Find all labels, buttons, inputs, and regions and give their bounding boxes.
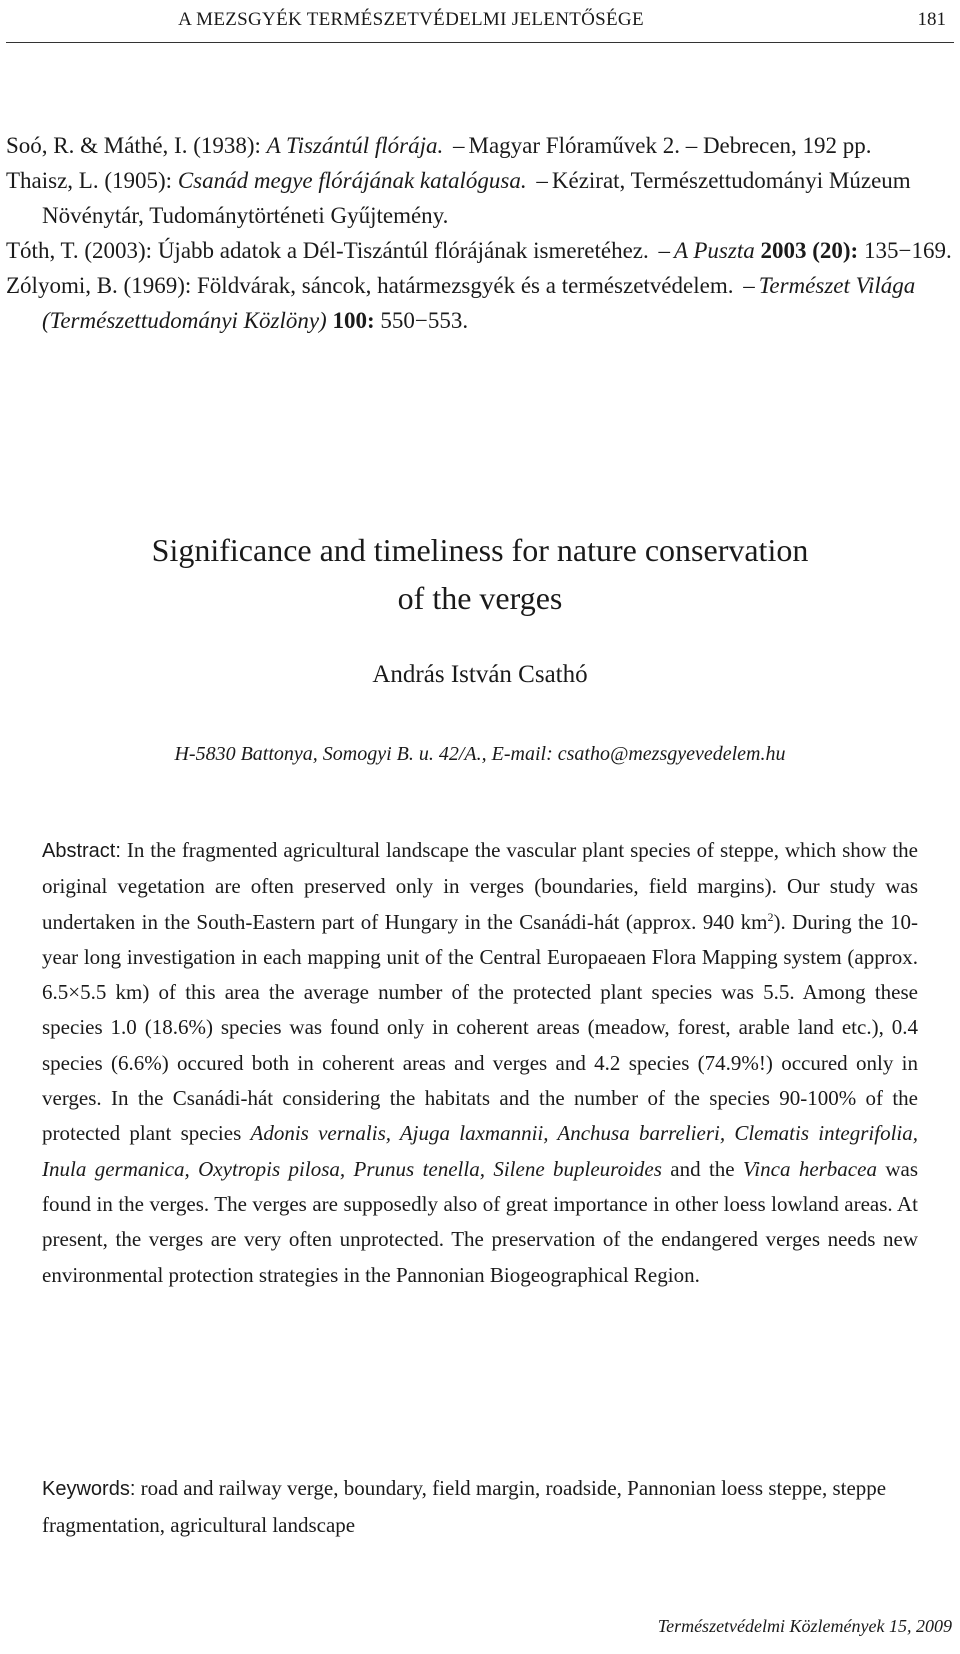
running-title: A MEZSGYÉK TERMÉSZETVÉDELMI JELENTŐSÉGE [178, 9, 644, 30]
reference-journal: A Puszta [674, 238, 755, 263]
reference-item [6, 163, 954, 233]
keywords-text: road and railway verge, boundary, field margin, roadside, Pannonian loess steppe, steppe fragmentation, agricultural landscape [42, 1476, 887, 1537]
paper-author: András István Csathó [372, 661, 588, 688]
species-name: Vinca herbacea [743, 1156, 877, 1181]
reference-item [6, 128, 954, 163]
reference-dash: – [453, 133, 465, 158]
abstract-label: Abstract: [42, 840, 121, 862]
keywords [42, 1470, 918, 1543]
abstract-text: was found in the verges. The verges are supposedly also of great importance in other loess lowland areas. At present, the verges are very often unprotected. The preservation of the endangered verges needs new environmental protection strategies in the Pannonian Biogeographical Region. [42, 1156, 918, 1287]
reference-authors: Thaisz, L. (1905): [6, 168, 173, 193]
reference-journal: Természet Világa (Természettudományi Közlöny) [42, 273, 916, 333]
reference-volume: 2003 (20): [760, 238, 859, 263]
reference-list [6, 128, 954, 338]
page-number: 181 [917, 9, 946, 30]
paper-title [0, 526, 960, 622]
reference-rest: Kézirat, Természettudományi Múzeum Növénytár, Tudománytörténeti Gyűjtemény. [42, 168, 911, 228]
reference-pages: 550−553. [380, 308, 469, 333]
paper-title-line: of the verges [397, 580, 563, 616]
journal-footer: Természetvédelmi Közlemények 15, 2009 [657, 1616, 952, 1636]
keywords-label: Keywords: [42, 1478, 136, 1500]
reference-authors: Zólyomi, B. (1969): Földvárak, sáncok, határmezsgyék és a természetvédelem. [6, 273, 734, 298]
reference-item [6, 268, 954, 338]
author-address: H-5830 Battonya, Somogyi B. u. 42/A., E-mail: csatho@mezsgyevedelem.hu [174, 743, 786, 765]
reference-pages: 135−169. [863, 238, 952, 263]
reference-dash: – [658, 238, 670, 263]
reference-authors: Soó, R. & Máthé, I. (1938): [6, 133, 261, 158]
reference-item [6, 233, 954, 268]
paper-title-line: Significance and timeliness for nature conservation [151, 532, 809, 568]
abstract-text: and the [670, 1156, 735, 1181]
reference-volume: 100: [332, 308, 375, 333]
abstract-text: ). During the 10-year long investigation in each mapping unit of the Central Europaeaen Flora Mapping system (approx. 6.5×5.5 km) of this area the average number of the protected plant species was 5.5. Among these species 1.0 (18.6%) species was found only in coherent areas (meadow, forest, arable land etc.), 0.4 species (6.6%) occured both in coherent areas and verges and 4.2 species (74.9%!) occured only in verges. In the Csanádi-hát considering the habitats and the number of the species 90-100% of the protected plant species [42, 909, 918, 1146]
reference-title: Csanád megye flórájának katalógusa. [177, 168, 527, 193]
species-list: Adonis vernalis, Ajuga laxmannii, Anchusa barrelieri, Clematis integrifolia, Inula germanica, Oxytropis pilosa, Prunus tenella, Silene bupleuroides [42, 1121, 918, 1181]
abstract [42, 833, 918, 1293]
reference-title: A Tiszántúl flórája. [266, 133, 444, 158]
reference-dash: – [743, 273, 755, 298]
reference-rest: Magyar Flóraművek 2. – Debrecen, 192 pp. [468, 133, 872, 158]
reference-authors: Tóth, T. (2003): Újabb adatok a Dél-Tiszántúl flórájának ismeretéhez. [6, 238, 649, 263]
running-head [6, 2, 954, 43]
reference-dash: – [536, 168, 548, 193]
superscript: 2 [767, 909, 774, 924]
abstract-text: In the fragmented agricultural landscape the vascular plant species of steppe, which show the original vegetation are often preserved only in verges (boundaries, field margins). Our study was undertaken in the South-Eastern part of Hungary in the Csanádi-hát (approx. 940 km [42, 838, 918, 934]
